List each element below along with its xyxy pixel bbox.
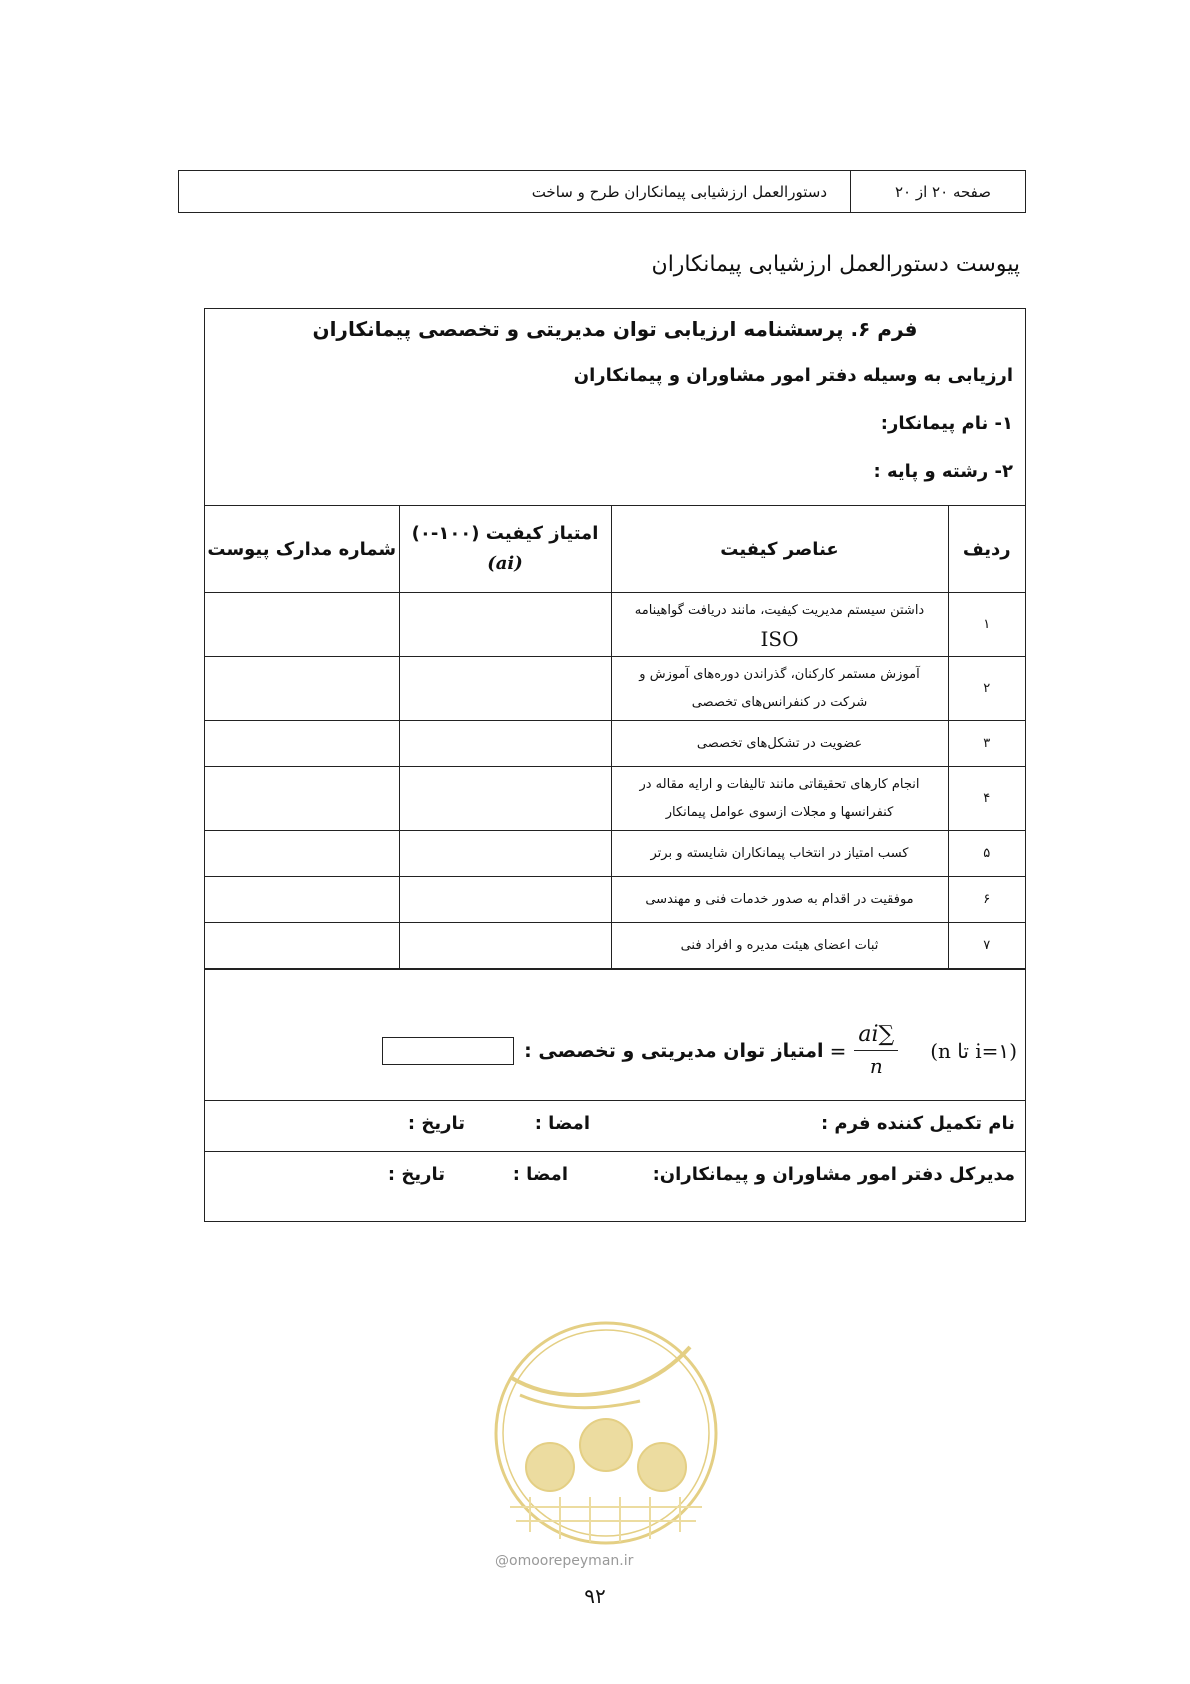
row-number: ۷ — [948, 923, 1025, 969]
appendix-title: پیوست دستورالعمل ارزشیابی پیمانکاران — [651, 252, 1020, 277]
watermark-url: @omoorepeyman.ir — [495, 1553, 634, 1569]
quality-element — [611, 767, 948, 831]
formula-section — [205, 969, 1025, 1101]
formula-range: (i=۱ تا n) — [930, 1038, 1017, 1063]
score-label: امتیاز کیفیت (۱۰۰-۰) — [411, 523, 599, 544]
score-formula — [382, 1020, 1017, 1081]
element-text: آموزش مستمر کارکنان، گذراندن دوره‌های آموزش و — [639, 666, 920, 682]
table-header-row — [205, 506, 1025, 593]
table-row — [205, 593, 1025, 657]
row-number: ۳ — [948, 721, 1025, 767]
quality-element: موفقیت در اقدام به صدور خدمات فنی و مهندسی — [611, 877, 948, 923]
table-row — [205, 657, 1025, 721]
total-score-field[interactable] — [382, 1037, 514, 1065]
form-heading — [205, 309, 1025, 506]
attachment-input[interactable] — [205, 593, 399, 657]
row-number: ۵ — [948, 831, 1025, 877]
attachment-input[interactable] — [205, 767, 399, 831]
quality-element: کسب امتیاز در انتخاب پیمانکاران شایسته و برتر — [611, 831, 948, 877]
quality-table — [205, 506, 1025, 969]
table-row — [205, 831, 1025, 877]
omoorepeyman-watermark-logo — [490, 1317, 722, 1549]
attachment-input[interactable] — [205, 657, 399, 721]
score-symbol: (ai) — [487, 553, 523, 574]
signature-label: امضا : — [512, 1164, 568, 1185]
evaluator-line: ارزیابی به وسیله دفتر امور مشاوران و پیمانکاران — [573, 365, 1013, 386]
element-text: داشتن سیستم مدیریت کیفیت، مانند دریافت گواهینامه — [634, 602, 925, 618]
page-label: صفحه ۲۰ از ۲۰ — [850, 171, 1025, 212]
formula-denominator: n — [869, 1054, 883, 1078]
attachment-input[interactable] — [205, 877, 399, 923]
field-grade-label: ۲- رشته و پایه : — [873, 461, 1013, 482]
page-header — [178, 170, 1026, 213]
date-label: تاریخ : — [387, 1164, 445, 1185]
row-number: ۲ — [948, 657, 1025, 721]
form-filler-label: نام تکمیل کننده فرم : — [820, 1113, 1015, 1134]
form-title: فرم ۶. پرسشنامه ارزیابی توان مدیریتی و تخصصی پیمانکاران — [312, 317, 918, 341]
row-number: ۱ — [948, 593, 1025, 657]
score-input[interactable] — [399, 877, 611, 923]
table-row — [205, 923, 1025, 969]
quality-element — [611, 593, 948, 657]
signature-label: امضا : — [534, 1113, 590, 1134]
page-number: ۹۲ — [584, 1584, 606, 1608]
attachment-input[interactable] — [205, 923, 399, 969]
header-row-number: ردیف — [948, 506, 1025, 593]
table-row — [205, 767, 1025, 831]
document-title: دستورالعمل ارزشیابی پیمانکاران طرح و ساخت — [531, 182, 827, 201]
element-text: انجام کارهای تحقیقاتی مانند تالیفات و ارایه مقاله در — [639, 776, 920, 792]
attachment-input[interactable] — [205, 831, 399, 877]
quality-element: عضویت در تشکل‌های تخصصی — [611, 721, 948, 767]
formula-equals: = — [829, 1038, 847, 1063]
director-row — [205, 1152, 1025, 1202]
header-attachments: شماره مدارک پیوست — [205, 506, 399, 593]
row-number: ۶ — [948, 877, 1025, 923]
score-input[interactable] — [399, 923, 611, 969]
formula-fraction — [854, 1020, 898, 1081]
score-input[interactable] — [399, 831, 611, 877]
header-quality-elements: عناصر کیفیت — [611, 506, 948, 593]
table-row — [205, 721, 1025, 767]
quality-element: ثبات اعضای هیئت مدیره و افراد فنی — [611, 923, 948, 969]
form-filler-row — [205, 1101, 1025, 1152]
date-label: تاریخ : — [407, 1113, 465, 1134]
element-text-line2: کنفرانسها و مجلات ازسوی عوامل پیمانکار — [665, 804, 894, 820]
attachment-input[interactable] — [205, 721, 399, 767]
form-6 — [204, 308, 1026, 1222]
formula-label: امتیاز توان مدیریتی و تخصصی : — [524, 1039, 824, 1062]
contractor-name-label: ۱- نام پیمانکار: — [880, 413, 1013, 434]
table-row — [205, 877, 1025, 923]
header-quality-score — [399, 506, 611, 593]
score-input[interactable] — [399, 721, 611, 767]
iso-text: ISO — [760, 626, 799, 651]
quality-element — [611, 657, 948, 721]
element-text-line2: شرکت در کنفرانس‌های تخصصی — [691, 694, 868, 710]
formula-numerator: ∑ai — [854, 1020, 898, 1051]
row-number: ۴ — [948, 767, 1025, 831]
score-input[interactable] — [399, 657, 611, 721]
director-label: مدیرکل دفتر امور مشاوران و پیمانکاران: — [652, 1164, 1015, 1185]
score-input[interactable] — [399, 593, 611, 657]
score-input[interactable] — [399, 767, 611, 831]
